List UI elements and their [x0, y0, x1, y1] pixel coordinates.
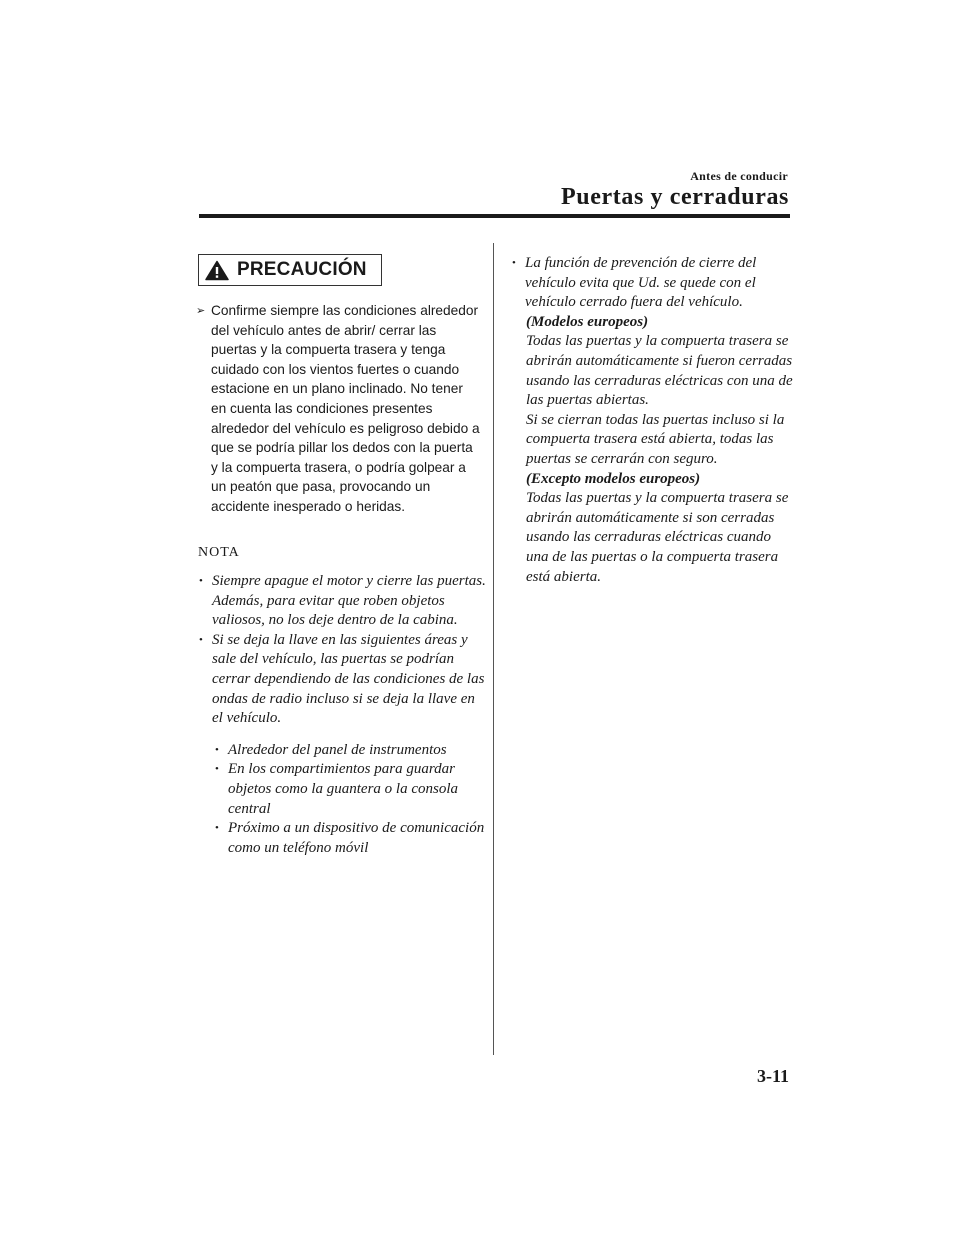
list-item [214, 760, 488, 819]
list-item-text: Si se deja la llave en las siguientes áreas y sale del vehículo, las puertas se podrían cerrar dependiendo de las condiciones de las ondas de radio incluso si se deja la llave en el vehículo. [212, 631, 485, 727]
dot-bullet-icon: • [512, 257, 516, 269]
header-rule [199, 214, 790, 218]
arrow-bullet-icon: ➢ [196, 305, 206, 317]
dot-bullet-icon: • [215, 743, 219, 756]
caution-item [196, 301, 480, 517]
dot-bullet-icon: • [215, 763, 219, 776]
list-item [198, 572, 488, 631]
column-divider [493, 243, 494, 1055]
nota-sublist [198, 741, 488, 859]
page-number: 3-11 [756, 1066, 789, 1086]
right-column [511, 254, 793, 587]
list-item [511, 254, 793, 313]
caution-box [198, 254, 382, 286]
list-item-text: Próximo a un dispositivo de comunicación como un teléfono móvil [228, 820, 485, 856]
list-item-text: La función de prevención de cierre del vehículo evita que Ud. se quede con el vehículo cerrado fuera del vehículo. [525, 255, 757, 311]
nota-label: NOTA [198, 545, 240, 560]
header-section-label: Antes de conducir [690, 169, 788, 183]
nota-list [198, 572, 488, 858]
note-body [511, 313, 793, 587]
caution-label: PRECAUCIÓN [237, 259, 367, 280]
list-item-text: Alrededor del panel de instrumentos [228, 741, 447, 758]
list-item [198, 631, 488, 729]
dot-bullet-icon: • [215, 822, 219, 835]
subheading-non-european: (Excepto modelos europeos) [526, 470, 701, 487]
list-item [214, 819, 488, 858]
list-item [214, 741, 488, 761]
subheading-european: (Modelos europeos) [526, 313, 649, 330]
caution-text: Confirme siempre las condiciones alrededor del vehículo antes de abrir/ cerrar las puertas y la compuerta trasera y tenga cuidado con los vientos fuertes o cuando estacione en un plano inclinado. No tener en cuenta las condiciones presentes alrededor del vehículo es peligroso debido a que se podría pillar los dedos con la puerta y la compuerta trasera, o podría golpear a un peatón que pasa, provocando un accidente inesperado o heridas. [211, 303, 480, 514]
page-title: Puertas y cerraduras [561, 184, 789, 210]
list-item-text: Siempre apague el motor y cierre las puertas. Además, para evitar que roben objetos valiosos, no los deje dentro de la cabina. [212, 573, 486, 629]
dot-bullet-icon: • [199, 633, 203, 646]
list-item-text: En los compartimientos para guardar objetos como la guantera o la consola central [228, 761, 458, 817]
warning-triangle-icon [205, 260, 229, 281]
dot-bullet-icon: • [199, 575, 203, 587]
paragraph: Todas las puertas y la compuerta trasera se abrirán automáticamente si son cerradas usando las cerraduras eléctricas cuando una de las puertas o la compuerta trasera está abierta. [526, 490, 789, 585]
paragraph: Si se cierran todas las puertas incluso si la compuerta trasera está abierta, todas las puertas se cerrarán con seguro. [526, 411, 785, 467]
paragraph: Todas las puertas y la compuerta trasera se abrirán automáticamente si fueron cerradas usando las cerraduras eléctricas con una de las puertas abiertas. [526, 333, 793, 409]
